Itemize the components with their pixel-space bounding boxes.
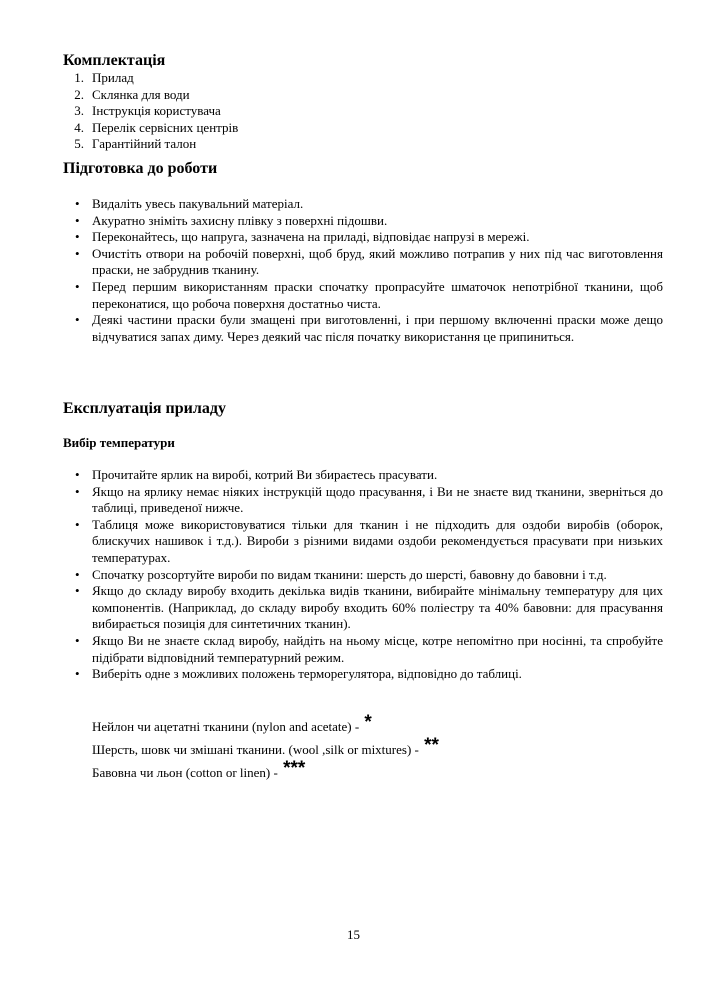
komplektatsiya-heading: Комплектація	[63, 52, 166, 69]
list-item: • Виберіть одне з можливих положень терморегулятора, відповідно до таблиці.	[63, 666, 663, 683]
temperature-stars: *	[364, 712, 372, 733]
list-item: • Акуратно зніміть захисну плівку з поверхні підошви.	[63, 213, 663, 230]
list-item: 3. Інструкція користувача	[74, 103, 221, 118]
list-item: • Перед першим використанням праски спочатку пропрасуйте шматочок непотрібної тканини, щоб переконатися, що робоча поверхня достатньо чиста.	[63, 279, 663, 312]
page-number: 15	[347, 927, 360, 942]
list-item: • Деякі частини праски були змащені при виготовленні, і при першому включенні праски може дещо відчуватися запах диму. Через деякий час після початку використання це припиниться.	[63, 312, 663, 345]
list-item: • Якщо до складу виробу входить декілька видів тканини, вибирайте мінімальну температуру для цих компонентів. (Наприклад, до складу виробу входить 60% поліестру та 40% бавовни: для прасування вибирається позиція для синтетичних тканин).	[63, 583, 663, 633]
pidhotovka-list	[63, 196, 663, 345]
setting-wool-line	[92, 737, 439, 759]
setting-label: Нейлон чи ацетатні тканини (nylon and acetate) -	[92, 719, 360, 734]
list-item: • Якщо на ярлику немає ніяких інструкцій щодо прасування, і Ви не знаєте вид тканини, зверніться до таблиці, приведеної нижче.	[63, 484, 663, 517]
list-item: • Переконайтесь, що напруга, зазначена на приладі, відповідає напрузі в мережі.	[63, 229, 663, 246]
komplektatsiya-list	[62, 70, 662, 153]
list-item: • Видаліть увесь пакувальний матеріал.	[63, 196, 663, 213]
list-item: 2. Склянка для води	[74, 86, 190, 102]
pidhotovka-heading: Підготовка до роботи	[63, 160, 218, 177]
setting-label: Бавовна чи льон (cotton or linen) -	[92, 765, 278, 780]
temperature-stars: ***	[283, 758, 306, 779]
setting-nylon-line	[92, 714, 372, 736]
list-item: • Прочитайте ярлик на виробі, котрий Ви збираєтесь прасувати.	[63, 467, 663, 484]
list-item: • Таблиця може використовуватися тільки для тканин і не підходить для оздоби виробів (оборок, блискучих нашивок і т.д.). Вироби з різними видами оздоби рекомендується прасувати при низьких температурах.	[63, 517, 663, 567]
list-item: • Спочатку розсортуйте вироби по видам тканини: шерсть до шерсті, бавовну до бавовни і т.д.	[63, 567, 663, 584]
list-item: • Очистіть отвори на робочій поверхні, щоб бруд, який можливо потрапив у них під час виготовлення праски, не забруднив тканину.	[63, 246, 663, 279]
setting-label: Шерсть, шовк чи змішані тканини. (wool ,silk or mixtures) -	[92, 742, 419, 757]
list-item: • Якщо Ви не знаєте склад виробу, найдіть на ньому місце, котре непомітно при носінні, та спробуйте підібрати відповідний температурний режим.	[63, 633, 663, 666]
setting-cotton-line	[92, 760, 305, 782]
temperature-stars: **	[424, 735, 439, 756]
temperature-subheading: Вибір температури	[63, 435, 175, 450]
list-item: 5. Гарантійний талон	[74, 136, 197, 151]
list-item: 4. Перелік сервісних центрів	[74, 119, 239, 135]
ekspluatatsiya-list	[63, 467, 663, 683]
list-item: 1. Прилад	[74, 70, 134, 85]
ekspluatatsiya-heading: Експлуатація приладу	[63, 400, 226, 417]
